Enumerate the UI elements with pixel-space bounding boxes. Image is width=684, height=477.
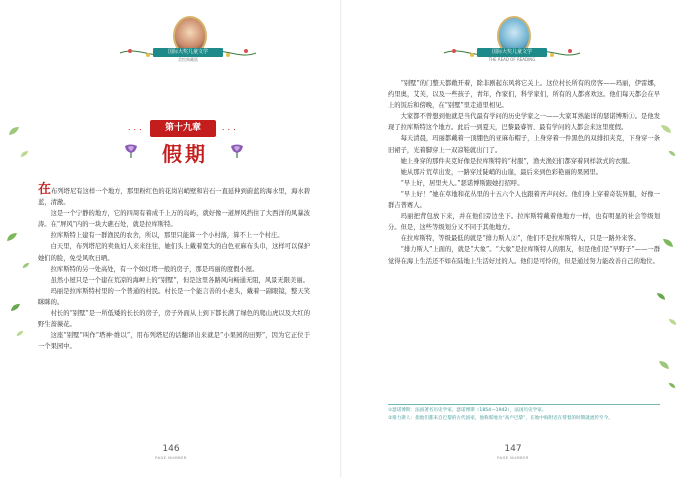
header-subtitle: THE READ OF READING [488,57,536,62]
leaf-icon [668,150,676,157]
paragraph: 这是一个宁静的地方，它的四周有着成千上万的岛屿，就好像一道屏风挡住了大西洋的风暴波涛。在“屏风”内的一块大礁石处，就是拉库斯特。 [38,210,310,229]
chapter-title: 假期 [162,142,208,166]
paragraph: 她上身穿的那件夹克好像是拉库斯特的“村服”，渔夫渔妇们都穿着同样款式的衣服。 [400,157,634,165]
paragraph: 虽然小屋只是一个建在荒凉的海岬上的“别墅”，但是这里各路风向畅通无阻，风景无限美丽。 [50,276,309,284]
badge-dots-left: • • • [128,127,143,132]
header-banner: 国际大奖儿童文学 [153,48,223,57]
footnote: ①瑟诺博斯：法国著名历史学家，瑟诺博斯（1854—1942），法国历史学家。 [388,408,547,413]
header-subtitle: 美绘典藏版 [178,57,198,62]
paragraph: 村长的“别墅”是一所低矮的长长的房子，房子外面从上到下都长满了绿色的爬山虎以及大红的野生蔷薇花。 [38,310,310,329]
paragraph: 拉库斯特上建有一群渔民的农舍，所以，那里只能算一个小村落，算不上一个村庄。 [50,232,284,240]
paragraph: “排力斯人”上面的，就是“大象”。“大象”是拉库斯特人的朋友，但是他们是“早野子”——一群觉得在海上生活还不如在陆地上生活好过的人。他们是可怜的，但是通过努力能改善自己的地位。 [388,246,660,265]
leaf-icon [22,262,30,269]
leaf-icon [20,150,29,158]
page-number: 146 [162,444,180,454]
header-banner: 国际大奖儿童文学 [477,48,547,57]
badge-dots-right: • • • [222,127,237,132]
footnotes [388,407,660,422]
paragraph: “早上好！”她在草地和花丛里的十五六个人也跟着齐声问好。他们身上穿着奇装异服，好像一群吉普赛人。 [388,190,660,210]
paragraph: 拉库斯特的另一处高处，有一个如灯塔一般的房子，那是玛丽的度假小屋。 [50,265,259,273]
paragraph: 玛丽是拉库斯特村里的一个普通的村民。村长是一个能言善的小老头，戴着一副眼镜，整天笑眯眯的。 [38,287,310,306]
paragraph: 她从那片荒草出发，一路穿过陡峭的山崖，最后来到色彩艳丽的果园里。 [400,168,603,176]
left-body-text [38,182,310,352]
leaf-icon [656,292,666,301]
footnote-divider [388,404,660,405]
leaf-icon [668,318,677,326]
right-page-header [442,16,582,62]
chapter-badge: 第十九章 [150,120,216,137]
paragraph: 每天清晨，玛丽都戴着一顶绷色的亚麻布帽子，上身穿着一件黑色的双排扣夹克，下身穿一条旧裙子，光着脚穿上一双凉鞋就出门了。 [388,135,660,154]
flower-icon [228,142,246,160]
paragraph: 这座“别墅”叫作“塔神·维以”，用布列塔尼的话翻译出来就是“小果园的田野”，因为它正位于一个果园中。 [38,332,310,351]
paragraph: 玛丽把背包放下来，并在他们旁边坐下。拉库斯特戴着他地方一样，也有明显的社会等级划分。但是，这些等级划分又不同于其他地方。 [388,213,660,232]
leaf-icon [16,330,24,337]
paragraph [38,182,310,208]
flower-icon [122,142,140,160]
page-number-note: PAGE NUMBER [497,456,529,460]
paragraph: “别墅”的门整天都敞开着，除非剧起东风将它关上。这位村长所有的房客——玛丽，伊雷娜，约里奥，艾芙，以及一些孩子，青年，作家们，科学家们，所有的人都喜欢这。他们每天都会在早上的饭后和傍晚，在“别墅”里走道里相见。 [388,80,660,110]
left-page-header [118,16,258,62]
leaf-icon [8,126,20,136]
leaf-icon [658,360,670,370]
paragraph-text: 布列塔尼有这样一个地方，那里粉红色的花岗岩峭壁和岩石一直延伸到蔚蓝的海水里，海水碧蓝，清澈。 [38,188,310,207]
leaf-icon [662,238,674,248]
footnote: ②排力斯人：指他们都来自巴黎的古代国家，他称那地为“高卢巴黎”，在地中海附近在帮着的时期就流传至今。 [388,415,613,421]
paragraph: “早上好，居里夫人。”瑟诺博斯跟她打招呼。 [400,179,524,187]
paragraph: 在拉库斯特，等级最低的就是“排力斯人②”，他们不是拉库斯特人，只是一路外来客。 [400,235,641,243]
page-number: 147 [504,444,522,454]
page-number-note: PAGE NUMBER [155,456,187,460]
paragraph: 大家都不曾想到他就是当代最有学问的历史学家之一——大家耳熟能详的瑟诺博斯①。是他发现了拉库斯特这个地方。此后一到夏天，巴黎最睿智、最有学问的人都会来这里度假。 [388,113,660,132]
leaf-icon [668,382,676,389]
leaf-icon [6,232,18,242]
right-body-text [388,78,660,267]
leaf-icon [660,124,672,134]
drop-cap: 在 [38,182,52,197]
leaf-icon [10,303,21,312]
paragraph: 白天里，布列塔尼的卖鱼妇人来来往往，她们头上戴着宽大的白色亚麻布头巾，这样可以保护她们的脸，免受风吹日晒。 [38,243,310,262]
